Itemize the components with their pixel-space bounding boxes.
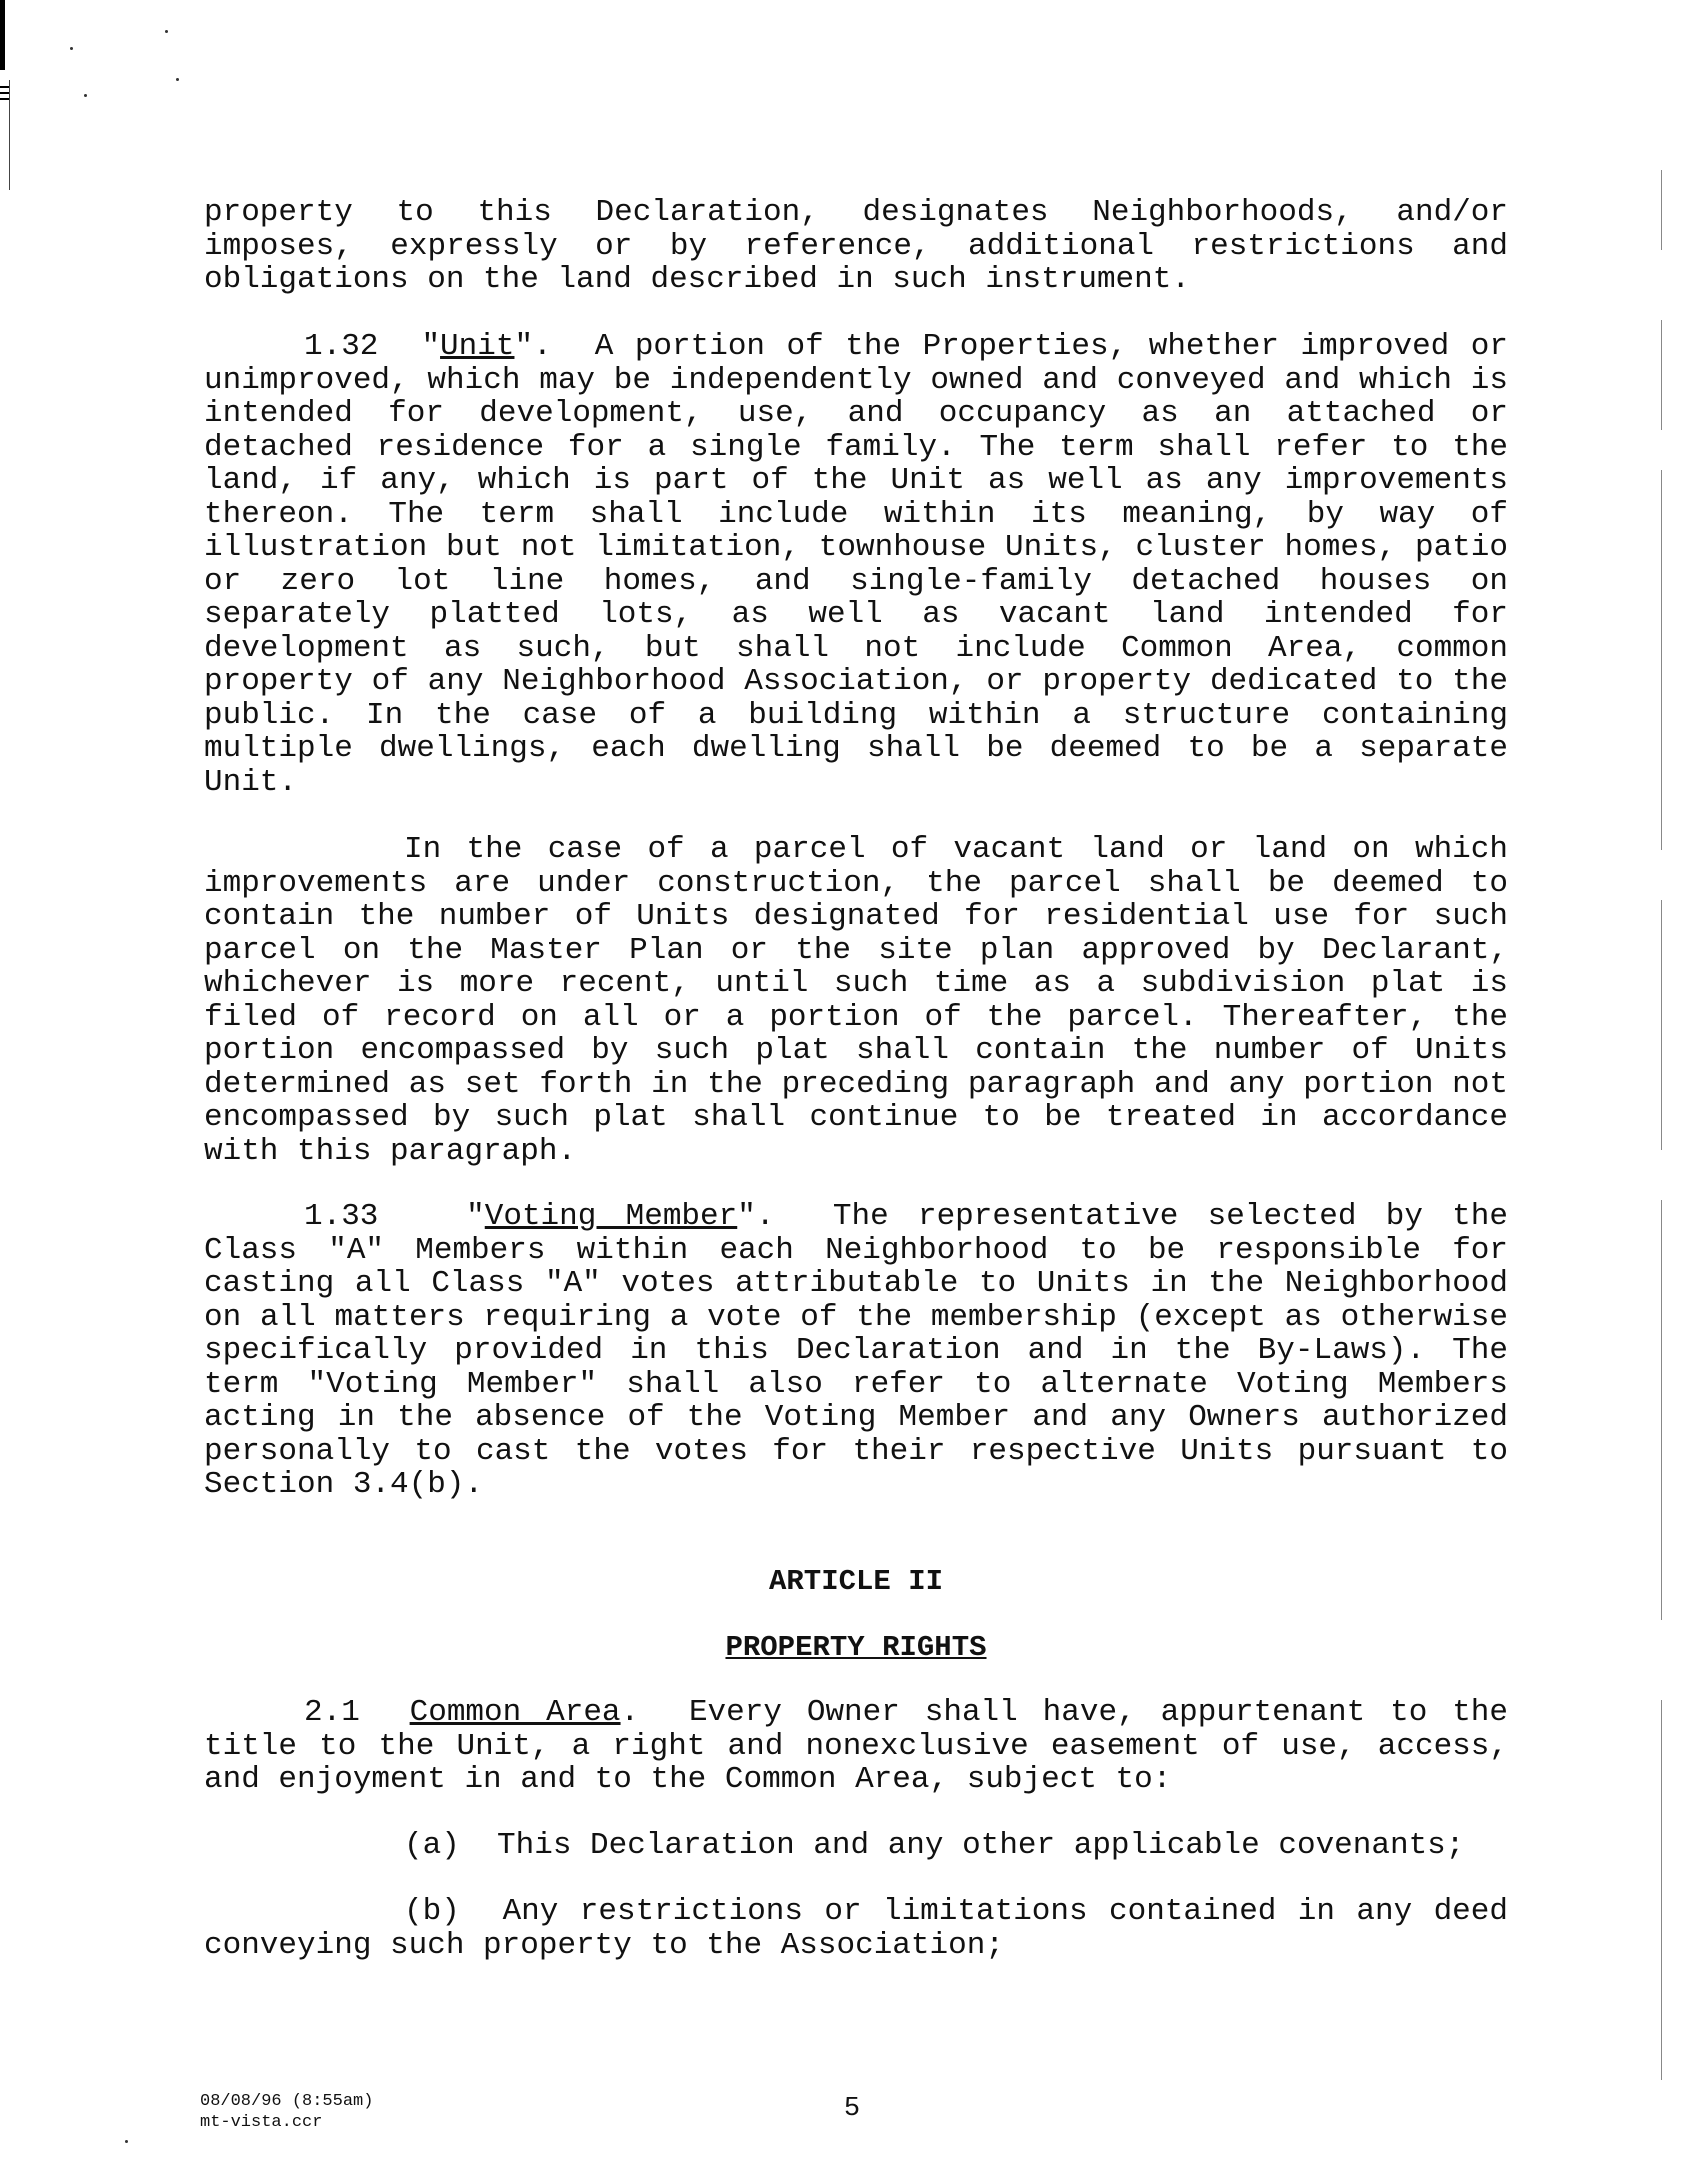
defined-term: Voting Member [484,1199,738,1234]
list-item-text: This Declaration and any other applicable covenants; [497,1828,1465,1863]
article-title: ARTICLE II [768,1565,944,1598]
list-item-b [204,1895,1508,1962]
scan-edge-line [1661,900,1662,1150]
scan-speck [70,47,73,50]
list-item-a [204,1829,1508,1863]
section-2-1: 2.1 Common Area. Every Owner shall have, appurtenant to the title to the Unit, a right and nonexclusive easement of use, access, and enjoyment in and to the Common Area, subject to: [204,1695,1509,1797]
scan-edge-tick [0,92,9,94]
section-1-33: 1.33 "Voting Member". The representative selected by the Class "A" Members within each Neighborhood to be responsible for casting all Class "A" votes attributable to Units in the Neighborhood on all matters requiring a vote of the membership (except as otherwise specifically provided in this Declaration and in the By-Laws). The term "Voting Member" shall also refer to alternate Voting Members acting in the absence of the Voting Member and any Owners authorized personally to cast the votes for their respective Units pursuant to Section 3.4(b). [204,1199,1508,1502]
paragraph-intro-tail: property to this Declaration, designates Neighborhoods, and/or imposes, expressly or by reference, additional restrictions and obligations on the land described in such instrument. [204,195,1508,297]
section-body: A portion of the Properties, whether improved or unimproved, which may be independently owned and conveyed and which is intended for development, use, and occupancy as an attached or detached residence for a single family. The term shall refer to the land, if any, which is part of the Unit as well as any improvements thereon. The term shall include within its meaning, by way of illustration but not limitation, townhouse Units, cluster homes, patio or zero lot line homes, and single-family detached houses on separately platted lots, as well as vacant land intended for development as such, but shall not include Common Area, common property of any Neighborhood Association, or property dedicated to the public. In the case of a building within a structure containing multiple dwellings, each dwelling shall be deemed to be a separate Unit. [204,329,1508,800]
section-body: The representative selected by the Class "A" Members within each Neighborhood to be responsible for casting all Class "A" votes attributable to Units in the Neighborhood on all matters requiring a vote of the membership (except as otherwise specifically provided in this Declaration and in the By-Laws). The term "Voting Member" shall also refer to alternate Voting Members acting in the absence of the Voting Member and any Owners authorized personally to cast the votes for their respective Units pursuant to Section 3.4(b). [204,1199,1508,1502]
section-body: Every Owner shall have, appurtenant to the title to the Unit, a right and nonexclusive easement of use, access, and enjoyment in and to the Common Area, subject to: [204,1695,1509,1797]
section-1-32: 1.32 "Unit". A portion of the Properties, whether improved or unimproved, which may be independently owned and conveyed and which is intended for development, use, and occupancy as an attached or detached residence for a single family. The term shall refer to the land, if any, which is part of the Unit as well as any improvements thereon. The term shall include within its meaning, by way of illustration but not limitation, townhouse Units, cluster homes, patio or zero lot line homes, and single-family detached houses on separately platted lots, as well as vacant land intended for development as such, but shall not include Common Area, common property of any Neighborhood Association, or property dedicated to the public. In the case of a building within a structure containing multiple dwellings, each dwelling shall be deemed to be a separate Unit. [204,329,1508,800]
list-item-label: (b) [404,1894,460,1929]
scan-edge-line [1661,170,1662,250]
list-item-text: Any restrictions or limitations contained in any deed conveying such property to the Association; [204,1894,1508,1963]
section-number: 1.33 [304,1199,379,1234]
footer-filename: mt-vista.ccr [200,2113,323,2132]
scan-edge-line [9,80,10,190]
scan-edge-line [1661,1200,1662,1620]
scan-speck [84,94,87,97]
scan-edge-tick [0,86,9,88]
scan-edge-line [1661,1700,1662,2080]
defined-term: Unit [440,329,515,364]
scan-edge-tick [0,98,9,100]
section-1-32-paragraph-2: In the case of a parcel of vacant land or land on which improvements are under construction, the parcel shall be deemed to contain the number of Units designated for residential use for such parcel on the Master Plan or the site plan approved by Declarant, whichever is more recent, until such time as a subdivision plat is filed of record on all or a portion of the parcel. Thereafter, the portion encompassed by such plat shall contain the number of Units determined as set forth in the preceding paragraph and any portion not encompassed by such plat shall continue to be treated in accordance with this paragraph. [204,832,1508,1169]
scan-edge-line [1661,470,1662,850]
footer-meta [200,2091,373,2133]
scan-edge-line [1661,320,1662,430]
list-item-label: (a) [404,1828,460,1863]
section-number: 2.1 [304,1695,360,1730]
scan-speck [125,2140,128,2143]
page-number: 5 [843,2094,861,2124]
article-subtitle: PROPERTY RIGHTS [725,1631,987,1664]
defined-term: Common Area [409,1695,621,1730]
footer-date: 08/08/96 (8:55am) [200,2092,374,2111]
scan-speck [176,78,179,81]
section-number: 1.32 [304,329,379,364]
scan-speck [165,30,168,33]
scan-edge-bar [0,0,5,70]
